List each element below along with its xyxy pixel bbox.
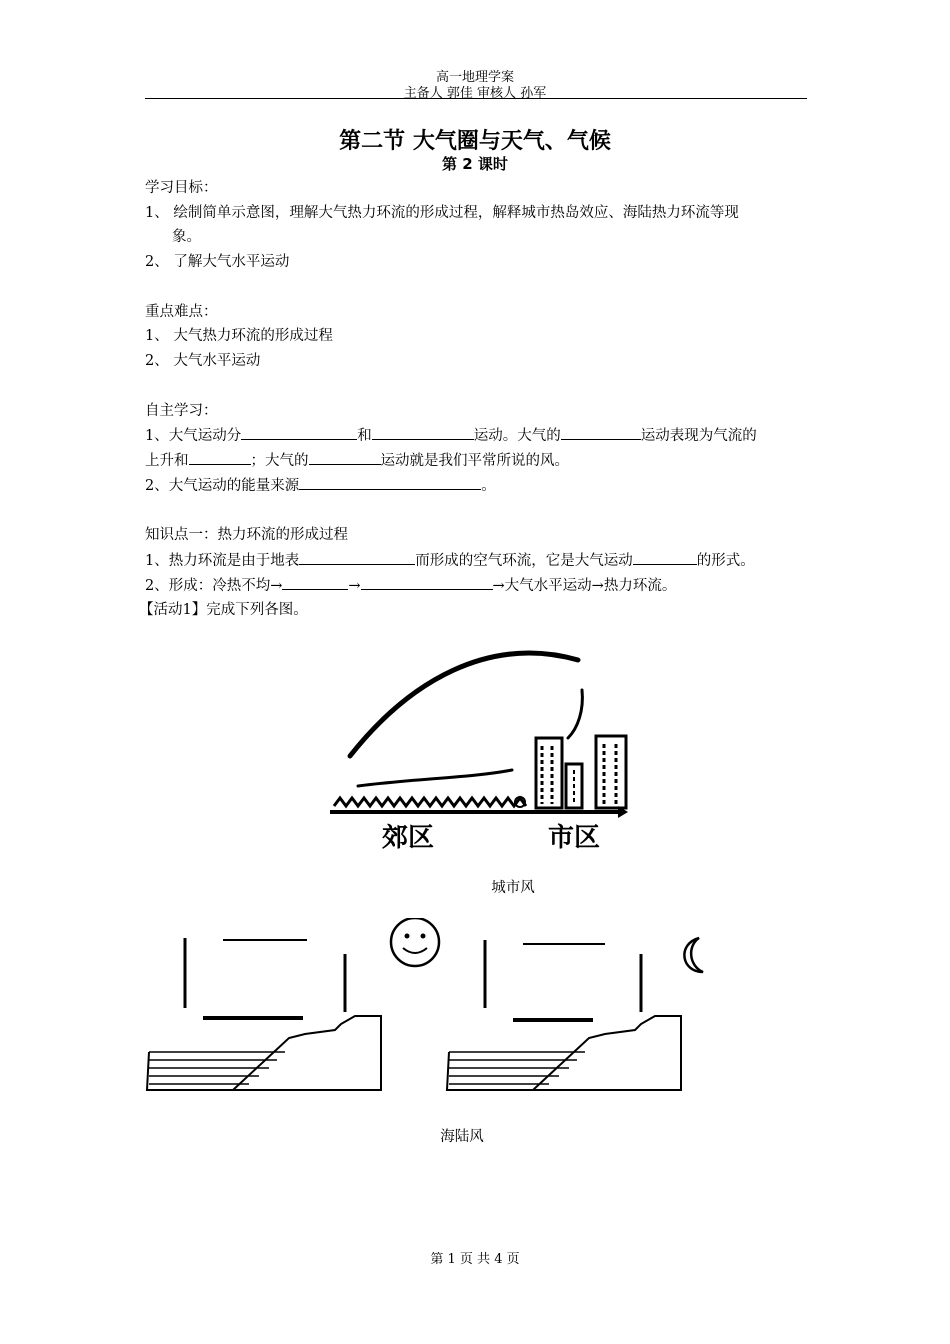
moon-icon <box>684 938 703 972</box>
k1-text-a: 1、热力环流是由于地表 <box>145 553 300 569</box>
page-title: 第二节 大气圈与天气、气候 <box>339 129 611 154</box>
k1-text-c: 的形式。 <box>696 553 755 569</box>
header-doc-title: 高一地理学案 <box>435 70 514 85</box>
label-suburb: 郊区 <box>382 823 435 853</box>
page-subtitle: 第 2 课时 <box>442 155 508 173</box>
city-wind-caption: 城市风 <box>491 880 535 896</box>
k1-text-b: 而形成的空气环流，它是大气运动 <box>415 553 633 569</box>
q1-blank-4[interactable] <box>189 450 251 465</box>
sea-land-caption: 海陆风 <box>440 1129 484 1145</box>
ground-vegetation <box>334 797 526 807</box>
q1-blank-5[interactable] <box>309 450 381 465</box>
k1-blank-1[interactable] <box>299 550 415 565</box>
q2-blank-1[interactable] <box>299 475 481 490</box>
selfstudy-q1 <box>145 425 757 446</box>
q1-text-g: 运动就是我们平常所说的风。 <box>380 453 569 469</box>
q1-text-a: 1、大气运动分 <box>145 428 242 444</box>
knowledge1-line2 <box>145 575 676 596</box>
keypoint-2: 2、 大气水平运动 <box>145 353 261 369</box>
activity-1-label: 【活动1】完成下列各图。 <box>139 602 308 618</box>
q1-text-c: 运动。大气的 <box>473 428 561 444</box>
q1-blank-1[interactable] <box>241 425 357 440</box>
objective-1: 1、 绘制简单示意图，理解大气热力环流的形成过程，解释城市热岛效应、海陆热力环流等现 <box>145 205 739 221</box>
q1-blank-3[interactable] <box>561 425 641 440</box>
k2-blank-1[interactable] <box>282 575 348 590</box>
lower-airflow-curve <box>358 770 512 786</box>
q1-text-f: ；大气的 <box>250 453 309 469</box>
objective-1-cont: 象。 <box>172 229 201 245</box>
q1-text-d: 运动表现为气流的 <box>640 428 757 444</box>
k2-text-c: →大气水平运动→热力环流。 <box>492 578 677 594</box>
header-divider <box>145 98 807 99</box>
knowledge1-line1 <box>145 550 755 571</box>
keypoints-heading: 重点难点： <box>145 304 218 320</box>
q1-blank-2[interactable] <box>372 425 474 440</box>
q2-text-b: 。 <box>481 478 496 494</box>
k2-text-a: 2、形成：冷热不均→ <box>145 578 283 594</box>
keypoint-1: 1、 大气热力环流的形成过程 <box>145 328 333 344</box>
label-city: 市区 <box>548 823 601 853</box>
rising-air-curve <box>568 690 582 738</box>
city-buildings <box>536 736 626 808</box>
sun-icon <box>391 918 439 966</box>
objective-2: 2、 了解大气水平运动 <box>145 254 290 270</box>
selfstudy-heading: 自主学习： <box>145 403 218 419</box>
q1-text-e: 上升和 <box>145 453 189 469</box>
selfstudy-q1-cont <box>145 450 569 471</box>
objectives-heading: 学习目标： <box>145 180 218 196</box>
knowledge1-heading: 知识点一：热力环流的形成过程 <box>145 527 348 543</box>
sea-breeze-day-figure <box>145 918 465 1098</box>
q2-text-a: 2、大气运动的能量来源 <box>145 478 300 494</box>
header-authors: 主备人 郭佳 审核人 孙军 <box>403 86 547 101</box>
selfstudy-q2 <box>145 475 496 496</box>
k1-blank-2[interactable] <box>633 550 697 565</box>
page-number: 第 1 页 共 4 页 <box>430 1252 520 1267</box>
k2-text-b: → <box>348 578 361 594</box>
q1-text-b: 和 <box>357 428 372 444</box>
k2-blank-2[interactable] <box>361 575 493 590</box>
city-wind-figure <box>320 640 640 860</box>
land-breeze-night-figure <box>445 918 765 1098</box>
